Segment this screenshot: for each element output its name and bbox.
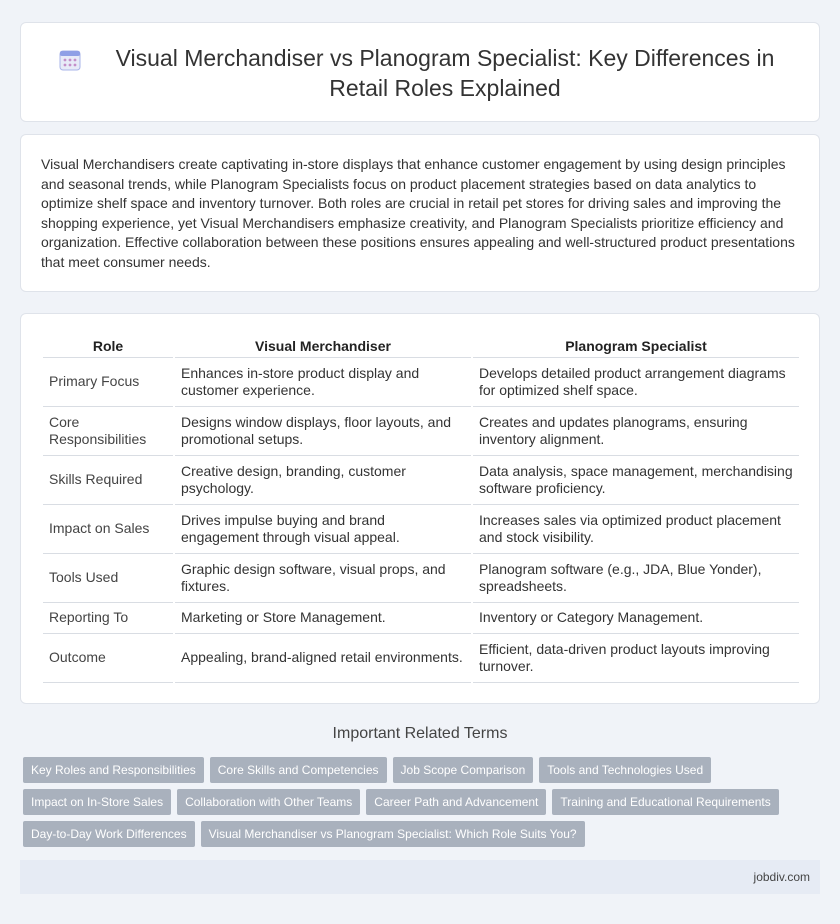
related-term-tag[interactable]: Core Skills and Competencies (210, 757, 387, 783)
related-term-tag[interactable]: Collaboration with Other Teams (177, 789, 360, 815)
table-row (43, 456, 799, 505)
related-term-tag[interactable]: Impact on In-Store Sales (23, 789, 171, 815)
row-role: Reporting To (43, 603, 173, 634)
related-term-tag[interactable]: Key Roles and Responsibilities (23, 757, 204, 783)
related-term-tag[interactable]: Tools and Technologies Used (539, 757, 711, 783)
row-visual-merchandiser: Creative design, branding, customer psychology. (175, 456, 471, 505)
row-visual-merchandiser: Drives impulse buying and brand engagement through visual appeal. (175, 505, 471, 554)
intro-paragraph: Visual Merchandisers create captivating in-store displays that enhance customer engagement by using design principles and seasonal trends, while Planogram Specialists focus on product placement strategies based on data analytics to optimize shelf space and inventory turnover. Both roles are crucial in retail pet stores for driving sales and improving the shopping experience, yet Visual Merchandisers emphasize creativity, and Planogram Specialists prioritize efficiency and organization. Effective collaboration between these positions ensures appealing and well-structured product presentations that meet consumer needs. (41, 156, 795, 270)
related-terms-list (20, 757, 820, 853)
related-term-tag[interactable]: Day-to-Day Work Differences (23, 821, 195, 847)
table-row (43, 358, 799, 407)
header-visual-merchandiser: Visual Merchandiser (175, 336, 471, 358)
table-row (43, 554, 799, 603)
related-term-tag[interactable]: Training and Educational Requirements (552, 789, 778, 815)
footer (20, 860, 820, 894)
row-planogram-specialist: Data analysis, space management, merchandising software proficiency. (473, 456, 799, 505)
row-role: Outcome (43, 634, 173, 683)
header-role: Role (43, 336, 173, 358)
row-visual-merchandiser: Appealing, brand-aligned retail environments. (175, 634, 471, 683)
row-planogram-specialist: Increases sales via optimized product placement and stock visibility. (473, 505, 799, 554)
table-row (43, 634, 799, 683)
table-row (43, 407, 799, 456)
row-planogram-specialist: Inventory or Category Management. (473, 603, 799, 634)
row-planogram-specialist: Creates and updates planograms, ensuring inventory alignment. (473, 407, 799, 456)
row-visual-merchandiser: Enhances in-store product display and customer experience. (175, 358, 471, 407)
related-terms-title: Important Related Terms (332, 725, 508, 742)
table-row (43, 603, 799, 634)
row-visual-merchandiser: Graphic design software, visual props, and fixtures. (175, 554, 471, 603)
page-title: Visual Merchandiser vs Planogram Specialist: Key Differences in Retail Roles Explained (115, 45, 775, 101)
row-planogram-specialist: Develops detailed product arrangement diagrams for optimized shelf space. (473, 358, 799, 407)
row-role: Tools Used (43, 554, 173, 603)
row-role: Skills Required (43, 456, 173, 505)
comparison-table-card (20, 313, 820, 704)
related-term-tag[interactable]: Career Path and Advancement (366, 789, 546, 815)
related-term-tag[interactable]: Job Scope Comparison (393, 757, 534, 783)
footer-site-link[interactable]: jobdiv.com (753, 870, 810, 884)
row-role: Impact on Sales (43, 505, 173, 554)
row-role: Core Responsibilities (43, 407, 173, 456)
table-row (43, 505, 799, 554)
related-term-tag[interactable]: Visual Merchandiser vs Planogram Specialist: Which Role Suits You? (201, 821, 585, 847)
row-planogram-specialist: Efficient, data-driven product layouts improving turnover. (473, 634, 799, 683)
comparison-table (41, 336, 801, 683)
header-planogram-specialist: Planogram Specialist (473, 336, 799, 358)
row-role: Primary Focus (43, 358, 173, 407)
title-card (20, 22, 820, 122)
intro-card (20, 134, 820, 292)
row-visual-merchandiser: Marketing or Store Management. (175, 603, 471, 634)
table-header-row (43, 336, 799, 358)
row-planogram-specialist: Planogram software (e.g., JDA, Blue Yonder), spreadsheets. (473, 554, 799, 603)
row-visual-merchandiser: Designs window displays, floor layouts, and promotional setups. (175, 407, 471, 456)
